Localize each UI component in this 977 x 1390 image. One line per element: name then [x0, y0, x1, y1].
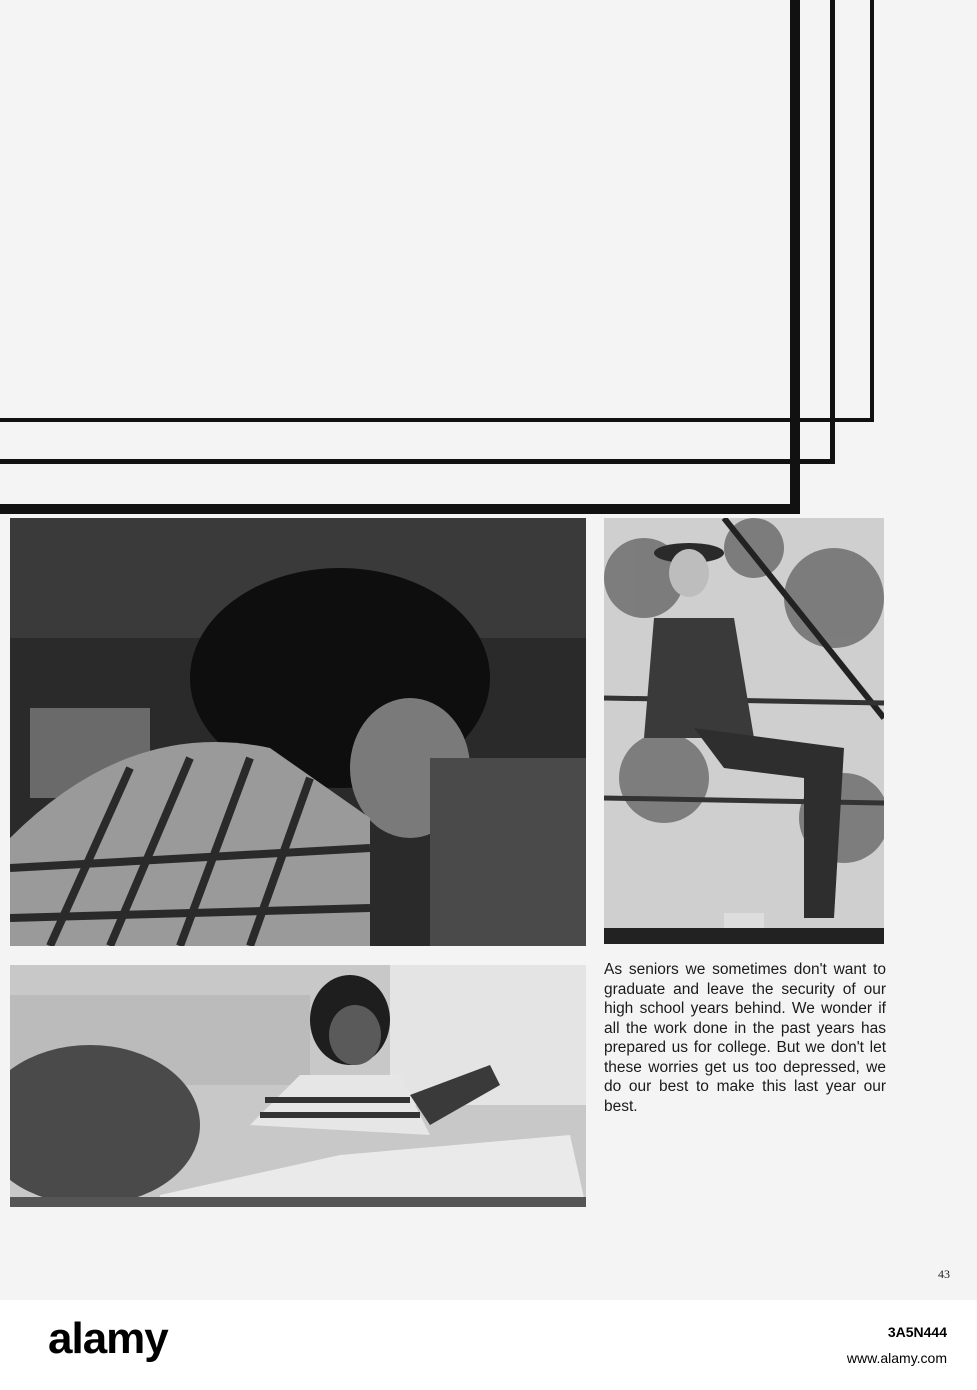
photo-student-in-hat [604, 518, 884, 944]
brand-logo[interactable]: alamy [48, 1314, 168, 1363]
caption-text: As seniors we sometimes don't want to graduate and leave the security of our high school years behind. We wonder if all the work done in the past years has prepared us for college. But we don't let these worries get us too depressed, we do our best to make this last year our best. [604, 961, 886, 1115]
stock-image-id: 3A5N444 [887, 1324, 947, 1340]
photo-student-at-desk [10, 965, 586, 1207]
photo-students-leaning [10, 518, 586, 946]
page-number: 43 [938, 1267, 950, 1281]
stock-footer [0, 1300, 977, 1390]
site-link[interactable]: www.alamy.com [846, 1350, 947, 1366]
frame-outer [0, 0, 800, 514]
